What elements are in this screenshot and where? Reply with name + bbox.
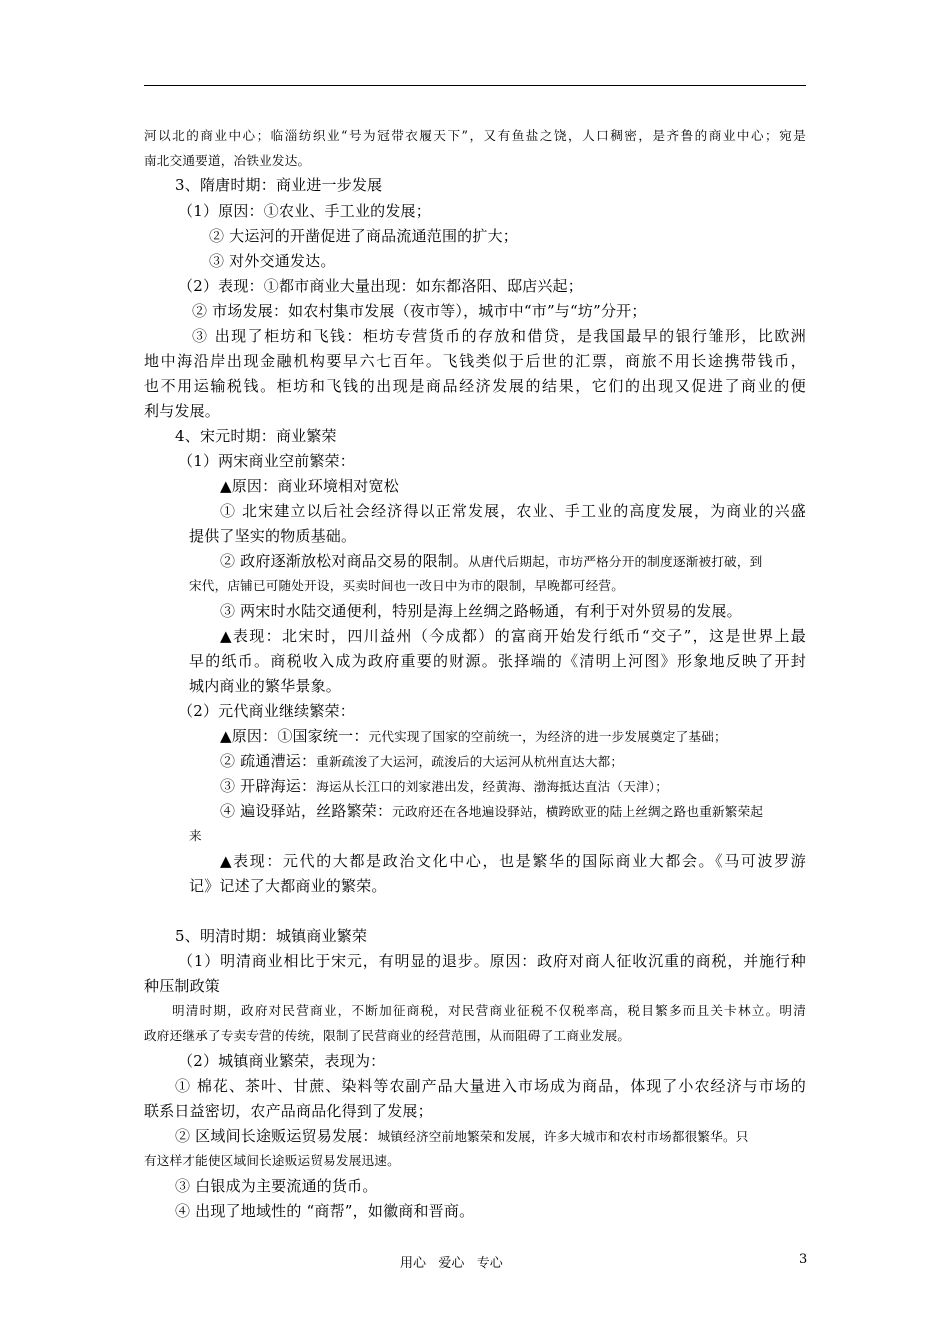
text-line-lead: ② 区域间长途贩运贸易发展： xyxy=(175,1127,378,1145)
text-line-note: 元代实现了国家的空前统一，为经济的进一步发展奠定了基础； xyxy=(368,729,727,744)
text-line: （1）两宋商业空前繁荣： xyxy=(178,452,355,470)
text-line: ③ 对外交通发达。 xyxy=(209,252,336,270)
text-line: 记》记述了大都商业的繁荣。 xyxy=(189,877,387,895)
text-line: 种压制政策 xyxy=(144,977,221,995)
text-line: 政府还继承了专卖专营的传统，限制了民营商业的经营范围，从而阻碍了工商业发展。 xyxy=(144,1028,631,1043)
text-line: 有这样才能使区域间长途贩运贸易发展迅速。 xyxy=(144,1153,400,1168)
text-line: ④ 出现了地域性的 “商帮”，如徽商和晋商。 xyxy=(175,1202,475,1220)
text-line: ▲表现：北宋时，四川益州（今成都）的富商开始发行纸币“交子”，这是世界上最 xyxy=(220,627,806,645)
text-line: ③ 出现了柜坊和飞钱：柜坊专营货币的存放和借贷，是我国最早的银行雏形，比欧洲 xyxy=(192,327,806,345)
footer-motto: 用心 爱心 专心 xyxy=(400,1256,503,1271)
text-line: （1）原因：①农业、手工业的发展； xyxy=(178,202,431,220)
text-line-lead: ④ 遍设驿站，丝路繁荣： xyxy=(220,802,393,820)
text-line: 联系日益密切，农产品商品化得到了发展； xyxy=(144,1102,433,1120)
text-line: （2）元代商业继续繁荣： xyxy=(178,702,355,720)
text-line: ② 市场发展：如农村集市发展（夜市等），城市中“市”与“坊”分开； xyxy=(192,302,647,320)
text-line-lead: ② 疏通漕运： xyxy=(220,752,317,770)
text-line: 南北交通要道，冶铁业发达。 xyxy=(144,153,311,168)
text-line: 提供了坚实的物质基础。 xyxy=(189,527,357,545)
text-line-note: 元政府还在各地遍设驿站，横跨欧亚的陆上丝绸之路也重新繁荣起 xyxy=(392,804,764,819)
text-line: 地中海沿岸出现金融机构要早六七百年。飞钱类似于后世的汇票，商旅不用长途携带钱币， xyxy=(144,352,806,370)
section-heading-4: 4、宋元时期：商业繁荣 xyxy=(175,427,337,445)
text-line-lead: ② 政府逐渐放松对商品交易的限制。 xyxy=(220,552,469,570)
text-line xyxy=(220,750,806,773)
text-line: ① 北宋建立以后社会经济得以正常发展，农业、手工业的高度发展，为商业的兴盛 xyxy=(220,502,806,520)
text-line: 也不用运输税钱。柜坊和飞钱的出现是商品经济发展的结果，它们的出现又促进了商业的便 xyxy=(144,377,806,395)
text-line: ▲原因：商业环境相对宽松 xyxy=(220,477,399,495)
text-line: ③ 两宋时水陆交通便利，特别是海上丝绸之路畅通，有利于对外贸易的发展。 xyxy=(220,602,742,620)
text-line-note: 城镇经济空前地繁荣和发展，许多大城市和农村市场都很繁华。只 xyxy=(377,1129,749,1144)
header-rule xyxy=(144,85,806,86)
text-line: 明清时期，政府对民营商业，不断加征商税，对民营商业征税不仅税率高，税目繁多而且关卡林立。明清 xyxy=(172,1003,806,1018)
text-line xyxy=(220,775,806,798)
text-line: 城内商业的繁华景象。 xyxy=(189,677,342,695)
text-line: （1）明清商业相比于宋元，有明显的退步。原因：政府对商人征收沉重的商税，并施行种 xyxy=(178,952,806,970)
text-line: ▲表现：元代的大都是政治文化中心，也是繁华的国际商业大都会。《马可波罗游 xyxy=(220,852,806,870)
text-line: ③ 白银成为主要流通的货币。 xyxy=(175,1177,378,1195)
section-heading-3: 3、隋唐时期：商业进一步发展 xyxy=(175,176,383,194)
text-line xyxy=(220,800,806,823)
text-line: （2）城镇商业繁荣，表现为： xyxy=(178,1052,386,1070)
text-line: ① 棉花、茶叶、甘蔗、染料等农副产品大量进入市场成为商品，体现了小农经济与市场的 xyxy=(175,1077,806,1095)
text-line-note: 从唐代后期起，市坊严格分开的制度逐渐被打破，到 xyxy=(468,554,763,569)
text-line: 来 xyxy=(189,828,202,843)
text-line: ② 大运河的开凿促进了商品流通范围的扩大； xyxy=(209,227,518,245)
text-line: （2）表现：①都市商业大量出现：如东都洛阳、邸店兴起； xyxy=(178,277,583,295)
text-line-note: 重新疏浚了大运河，疏浚后的大运河从杭州直达大都； xyxy=(316,754,624,769)
text-line xyxy=(220,725,806,748)
text-line-note: 海运从长江口的刘家港出发，经黄海、渤海抵达直沽（天津）； xyxy=(316,779,669,794)
text-line-lead: ③ 开辟海运： xyxy=(220,777,317,795)
text-line: 宋代，店铺已可随处开设，买卖时间也一改日中为市的限制，早晚都可经营。 xyxy=(189,578,624,593)
section-heading-5: 5、明清时期：城镇商业繁荣 xyxy=(175,927,368,945)
text-line xyxy=(175,1125,806,1148)
page-number: 3 xyxy=(799,1252,808,1267)
text-line: 利与发展。 xyxy=(144,402,221,420)
text-line: 早的纸币。商税收入成为政府重要的财源。张择端的《清明上河图》形象地反映了开封 xyxy=(189,652,806,670)
text-line xyxy=(220,550,806,573)
text-line: 河以北的商业中心；临淄纺织业“号为冠带衣履天下”，又有鱼盐之饶，人口稠密，是齐鲁的商业中心；宛是 xyxy=(144,128,806,143)
text-line-lead: ▲原因：①国家统一： xyxy=(220,727,369,745)
